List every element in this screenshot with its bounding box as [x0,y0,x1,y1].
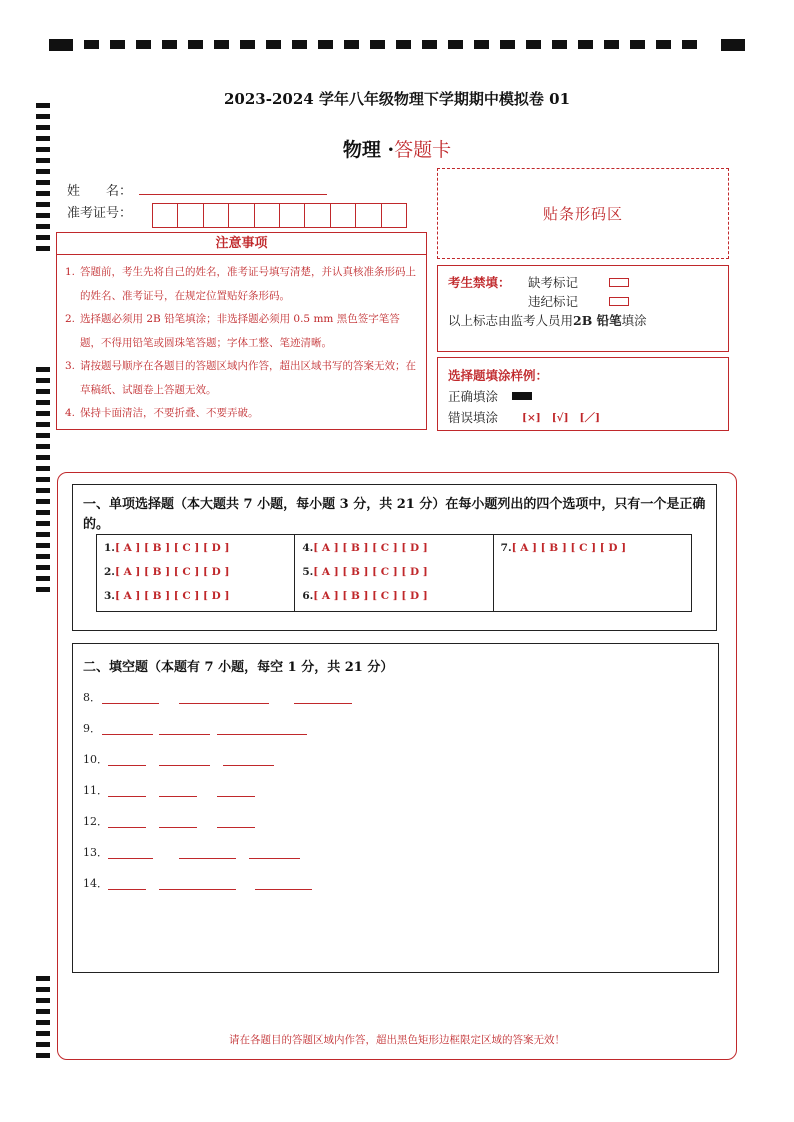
notice-item-text: 保持卡面清洁，不要折叠、不要弄破。 [80,407,259,419]
answer-blank[interactable] [249,858,300,859]
answer-blank[interactable] [223,765,274,766]
question-number: 6. [302,590,314,602]
exam-id-digit-box[interactable] [355,203,381,228]
answer-blank[interactable] [108,889,146,890]
proctor-note-bold: 2B 铅笔 [573,313,622,328]
answer-blank[interactable] [179,703,269,704]
choice-row[interactable] [501,538,691,562]
notice-item [65,308,420,355]
top-timing-marks [49,38,746,52]
notice-item [65,261,420,308]
question-number: 10． [83,753,108,766]
choice-column [494,535,691,611]
choice-options[interactable]: [ A ] [ B ] [ C ] [ D ] [114,590,230,602]
footer-note: 请在各题目的答题区域内作答，超出黑色矩形边框限定区域的答案无效！ [229,1034,565,1046]
answer-blank[interactable] [159,765,210,766]
exam-id-digit-box[interactable] [381,203,407,228]
question-number: 2. [104,566,115,578]
correct-fill-mark [512,392,532,400]
answer-blank[interactable] [102,703,159,704]
subtitle-card: 答题卡 [394,139,452,161]
exam-id-digit-box[interactable] [254,203,280,228]
notice-item-text: 请按题号顺序在各题目的答题区域内作答，超出区域书写的答案无效；在草稿纸、试题卷上答题无效。 [80,360,416,396]
barcode-area[interactable] [437,168,729,259]
question-number: 5. [302,566,314,578]
notice-heading: 注意事项 [57,233,426,255]
barcode-label: 贴条形码区 [542,205,623,223]
choice-options[interactable]: [ A ] [ B ] [ C ] [ D ] [114,566,230,578]
proctor-heading: 考生禁填： [448,275,511,290]
exam-id-digit-box[interactable] [152,203,178,228]
notice-item [65,355,420,402]
proctor-only-box [437,265,729,352]
fill-sample-box [437,357,729,431]
exam-id-digit-box[interactable] [330,203,356,228]
choice-options[interactable]: [ A ] [ B ] [ C ] [ D ] [313,566,428,578]
question-number: 14． [83,877,108,890]
choice-grid [96,534,692,612]
notice-list [57,255,426,426]
wrong-mark-slash: [／] [579,412,600,424]
answer-blank[interactable] [179,858,236,859]
choice-column [295,535,493,611]
notice-item-number: 4. [65,407,76,419]
question-number: 3. [104,590,115,602]
violation-label: 违纪标记 [528,294,579,309]
choice-row[interactable] [104,538,294,562]
notice-item-text: 答题前，考生先将自己的姓名，准考证号填写清楚，并认真核准条形码上的姓名、准考证号，在规定位置贴好条形码。 [80,266,416,302]
choice-row[interactable] [302,562,492,586]
card-subtitle [0,135,794,162]
exam-id-digit-box[interactable] [304,203,330,228]
question-number: 1. [104,542,115,554]
answer-blank[interactable] [217,734,307,735]
exam-id-boxes[interactable] [152,203,406,228]
proctor-note-prefix: 以上标志由监考人员用 [448,313,574,328]
answer-blank[interactable] [217,827,255,828]
notice-item-text: 选择题必须用 2B 铅笔填涂；非选择题必须用 0.5 mm 黑色签字笔答题，不得用铅笔或圆珠笔答题；字体工整、笔迹清晰。 [80,313,400,349]
question-number: 13． [83,846,108,859]
answer-blank[interactable] [294,703,352,704]
proctor-note-suffix: 填涂 [621,313,647,328]
choice-row[interactable] [302,538,492,562]
violation-mark-box[interactable] [609,297,629,306]
section-fill-in-title: 二、填空题（本题有 7 小题，每空 1 分，共 21 分） [83,660,394,675]
exam-title: 2023-2024 学年八年级物理下学期期中模拟卷 01 [223,90,571,108]
notice-item-number: 2. [65,313,76,325]
sample-heading: 选择题填涂样例： [448,368,549,383]
exam-id-label: 准考证号： [67,206,133,221]
choice-options[interactable]: [ A ] [ B ] [ C ] [ D ] [511,542,627,554]
answer-blank[interactable] [159,889,236,890]
answer-blank[interactable] [108,858,153,859]
choice-row[interactable] [104,562,294,586]
answer-blank[interactable] [159,796,197,797]
subtitle-separator: · [387,139,395,161]
answer-blank[interactable] [108,827,146,828]
question-number: 9． [83,722,101,735]
proctor-note [448,311,647,329]
question-number: 12． [83,815,108,828]
answer-blank[interactable] [217,796,255,797]
question-number: 7. [500,542,512,554]
choice-options[interactable]: [ A ] [ B ] [ C ] [ D ] [313,590,428,602]
correct-fill-label: 正确填涂 [448,389,499,404]
exam-id-digit-box[interactable] [279,203,305,228]
subtitle-subject: 物理 [342,139,381,161]
wrong-mark-check: [√] [551,412,569,424]
wrong-mark-cross: [×] [522,412,541,424]
wrong-fill-marks [522,410,600,425]
section-choice-title: 一、单项选择题（本大题共 7 小题，每小题 3 分，共 21 分）在每小题列出的四个选项中，只有一个是正确的。 [83,497,706,532]
name-label: 姓 名： [67,184,133,199]
exam-id-digit-box[interactable] [177,203,203,228]
choice-row[interactable] [104,586,294,610]
answer-blank[interactable] [108,765,146,766]
exam-id-digit-box[interactable] [228,203,254,228]
notice-item-number: 3. [65,360,76,372]
notice-box [56,232,427,430]
absent-label: 缺考标记 [528,275,579,290]
choice-column [97,535,295,611]
answer-blank[interactable] [255,889,312,890]
choice-options[interactable]: [ A ] [ B ] [ C ] [ D ] [313,542,428,554]
exam-id-digit-box[interactable] [203,203,229,228]
choice-row[interactable] [302,586,492,610]
question-number: 8． [83,691,101,704]
choice-options[interactable]: [ A ] [ B ] [ C ] [ D ] [114,542,230,554]
answer-blank[interactable] [159,827,197,828]
answer-blank[interactable] [159,734,210,735]
notice-item-number: 1. [65,266,76,278]
answer-blank[interactable] [108,796,146,797]
absent-mark-box[interactable] [609,278,629,287]
notice-item [65,402,420,426]
question-number: 11． [83,784,108,797]
section-fill-in [72,643,719,973]
name-field[interactable] [139,194,327,195]
answer-blank[interactable] [102,734,153,735]
wrong-fill-label: 错误填涂 [448,410,499,425]
question-number: 4. [302,542,314,554]
section-choice [72,484,717,631]
